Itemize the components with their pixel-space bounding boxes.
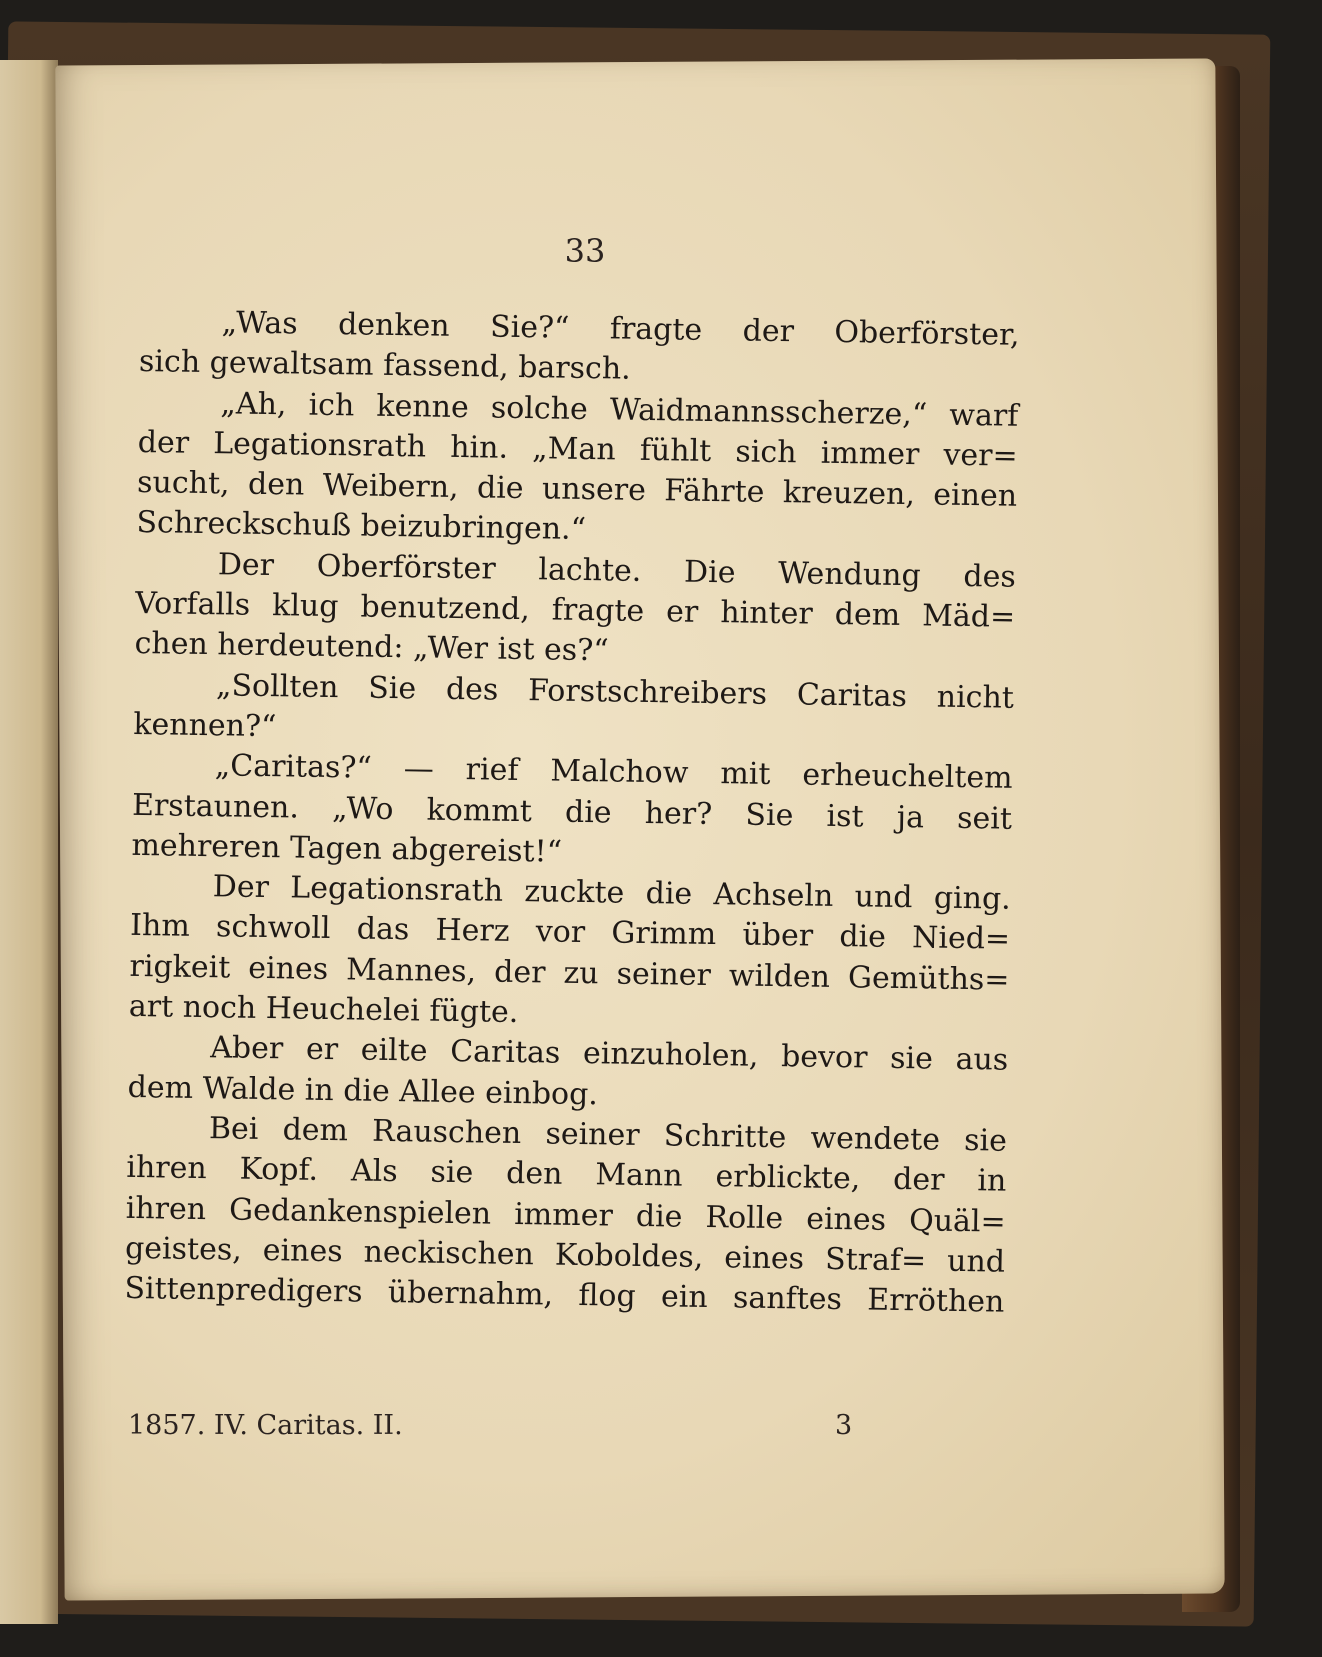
text-line: mehreren Tagen abgereist!“ — [131, 827, 563, 870]
text-line: Ihm schwoll das Herz vor Grimm über die Nied= — [129, 908, 1011, 958]
body-text — [124, 302, 1020, 1323]
text-line: ihren Gedankenspielen immer die Rolle eines Quäl= — [125, 1190, 1006, 1240]
text-line: „Was denken Sie?“ fragte der Oberförster, — [221, 305, 1020, 353]
text-line: Schreckschuß beizubringen.“ — [136, 505, 587, 548]
text-line: der Legationsrath hin. „Man fühlt sich immer ver= — [137, 424, 1018, 474]
text-line: „Caritas?“ — rief Malchow mit erheucheltem — [214, 748, 1013, 797]
text-line: Aber er eilte Caritas einzuholen, bevor sie aus — [210, 1030, 1009, 1079]
text-line: chen herdeutend: „Wer ist es?“ — [134, 626, 609, 669]
text-line: art noch Heuchelei fügte. — [128, 988, 519, 1031]
text-line: kennen?“ — [133, 706, 277, 745]
text-line: „Sollten Sie des Forstschreibers Caritas nicht — [215, 667, 1015, 716]
text-line: Erstaunen. „Wo kommt die her? Sie ist ja seit — [131, 787, 1013, 837]
text-line: Der Oberförster lachte. Die Wendung des — [217, 547, 1017, 595]
facing-page-edge — [0, 60, 58, 1624]
text-line: geistes, eines neckischen Koboldes, eines Straf= und — [124, 1230, 1006, 1280]
signature-mark: 3 — [835, 1410, 853, 1441]
text-line: „Ah, ich kenne solche Waidmannsscherze,“ warf — [220, 385, 1019, 434]
text-line: Sittenpredigers übernahm, flog ein sanftes Erröthen — [124, 1271, 1005, 1320]
printer-signature: 1857. IV. Caritas. II. — [128, 1410, 403, 1441]
text-line: dem Walde in die Allee einbog. — [127, 1069, 599, 1112]
page-footer — [128, 1410, 888, 1450]
text-line: Der Legationsrath zuckte die Achseln und ging. — [212, 869, 1011, 917]
text-line: Vorfalls klug benutzend, fragte er hinter dem Mäd= — [134, 586, 1016, 635]
text-line: sucht, den Weibern, die unsere Fährte kreuzen, einen — [136, 465, 1018, 514]
page-number: 33 — [564, 232, 606, 270]
text-line: rigkeit eines Mannes, der zu seiner wilden Gemüths= — [129, 948, 1010, 998]
text-line: Bei dem Rauschen seiner Schritte wendete sie — [208, 1111, 1008, 1159]
text-line: ihren Kopf. Als sie den Mann erblickte, der in — [126, 1150, 1007, 1199]
text-line: sich gewaltsam fassend, barsch. — [138, 344, 631, 388]
